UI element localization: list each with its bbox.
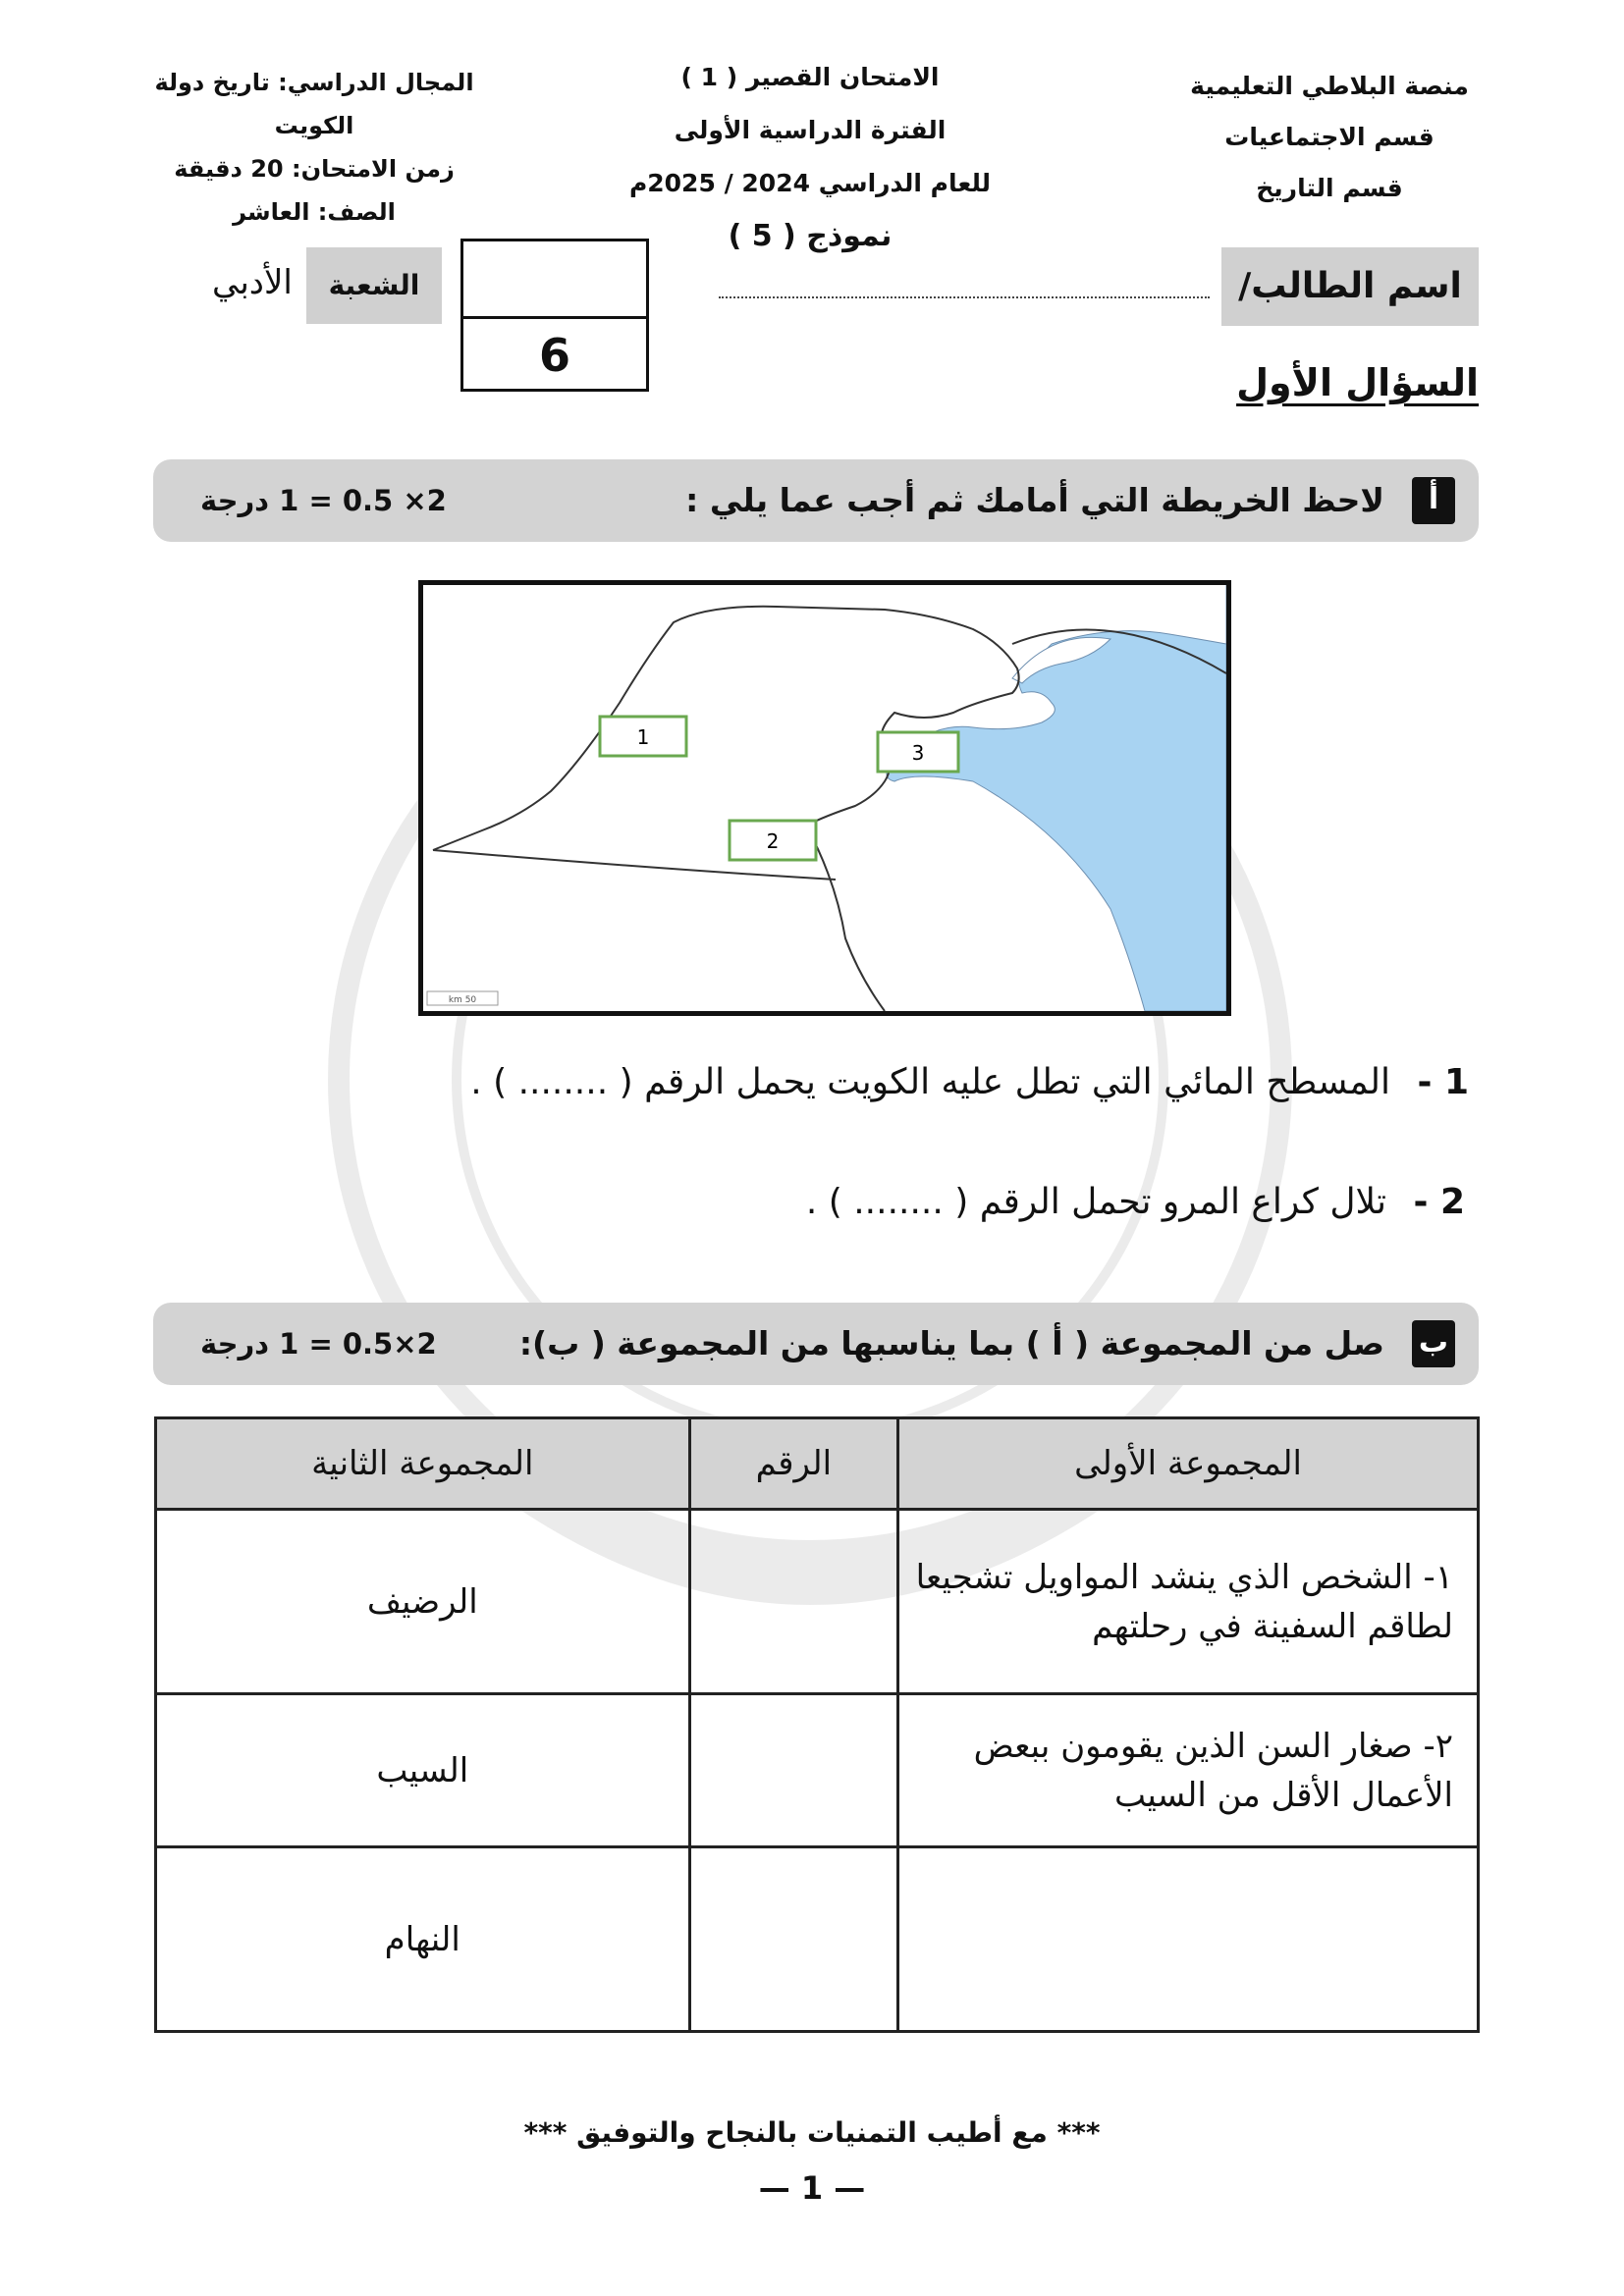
section-b-title: صل من المجموعة ( أ ) بما يناسبها من المجموعة ( ب):	[518, 1324, 1384, 1362]
subject-header	[137, 61, 491, 234]
score-earned-field[interactable]	[463, 241, 646, 319]
group-a-cell	[898, 1847, 1479, 2032]
scale-text: 50 km	[448, 995, 477, 1005]
group-b-cell: الرضيف	[156, 1510, 690, 1694]
exam-title: الامتحان القصير ( 1 )	[680, 63, 940, 91]
group-b-cell: النهام	[156, 1847, 690, 2032]
map-label-3: 3	[911, 741, 925, 765]
map-label-1: 1	[636, 725, 650, 749]
section-b-badge: ب	[1412, 1320, 1455, 1367]
student-name-field[interactable]	[719, 294, 1210, 298]
section-a-score: 2× 0.5 = 1 درجة	[200, 484, 447, 517]
map-label-2: 2	[766, 829, 780, 853]
number-answer-cell[interactable]	[689, 1510, 898, 1694]
grade-level: الصف: العاشر	[233, 198, 396, 226]
group-a-cell: ٢- صغار السن الذين يقومون ببعض الأعمال الأقل من السيب	[898, 1694, 1479, 1847]
number-answer-cell[interactable]	[689, 1847, 898, 2032]
institution-header	[1163, 61, 1496, 214]
group-a-cell: ١- الشخص الذي ينشد المواويل تشجيعا لطاقم السفينة في رحلتهم	[898, 1510, 1479, 1694]
question-text-1: المسطح المائي التي تطل عليه الكويت يحمل الرقم ( ........ ) .	[470, 1062, 1390, 1102]
kuwait-map	[418, 580, 1231, 1016]
branch-label: الشعبة	[306, 247, 442, 324]
section-a-badge: أ	[1412, 477, 1455, 524]
section-a-bar	[153, 459, 1479, 542]
question-number-2: 2 -	[1413, 1182, 1465, 1222]
platform-name: منصة البلاطي التعليمية	[1190, 72, 1469, 100]
exam-duration: زمن الامتحان: 20 دقيقة	[174, 155, 455, 183]
score-box	[460, 239, 649, 392]
section-name: قسم التاريخ	[1256, 174, 1403, 202]
header-group-a: المجموعة الأولى	[898, 1418, 1479, 1510]
matching-table	[154, 1416, 1480, 2033]
section-a-title: لاحظ الخريطة التي أمامك ثم أجب عما يلي :	[685, 481, 1384, 519]
department-name: قسم الاجتماعيات	[1224, 123, 1435, 151]
branch-value: الأدبي	[212, 263, 293, 302]
section-b-score: 2×0.5 = 1 درجة	[200, 1327, 437, 1361]
subject-field: المجال الدراسي: تاريخ دولة الكويت	[154, 69, 474, 139]
exam-header	[569, 51, 1051, 263]
section-b-bar	[153, 1303, 1479, 1385]
exam-term: الفترة الدراسية الأولى	[674, 116, 947, 144]
footer-wishes: *** مع أطيب التمنيات بالنجاح والتوفيق ***	[523, 2116, 1101, 2149]
kuwait-map-drawing	[423, 585, 1226, 1011]
question-number-1: 1 -	[1417, 1062, 1469, 1102]
table-row	[156, 1694, 1479, 1847]
table-row	[156, 1847, 1479, 2032]
table-header-row	[156, 1418, 1479, 1510]
header-group-b: المجموعة الثانية	[156, 1418, 690, 1510]
score-total: 6	[538, 329, 570, 382]
exam-model: نموذج ( 5 )	[728, 219, 893, 253]
border-line	[433, 607, 1019, 1011]
group-b-cell: السيب	[156, 1694, 690, 1847]
number-answer-cell[interactable]	[689, 1694, 898, 1847]
page-number: — 1 —	[758, 2169, 866, 2207]
student-name-label: اسم الطالب/	[1221, 247, 1479, 326]
table-row	[156, 1510, 1479, 1694]
question-item-1	[470, 1062, 1469, 1102]
header-number: الرقم	[689, 1418, 898, 1510]
question-text-2: تلال كراع المرو تحمل الرقم ( ........ ) .	[805, 1182, 1386, 1222]
exam-year: للعام الدراسي 2024 / 2025م	[628, 169, 992, 197]
question-item-2	[806, 1182, 1465, 1222]
question-title: السؤال الأول	[1236, 361, 1479, 404]
